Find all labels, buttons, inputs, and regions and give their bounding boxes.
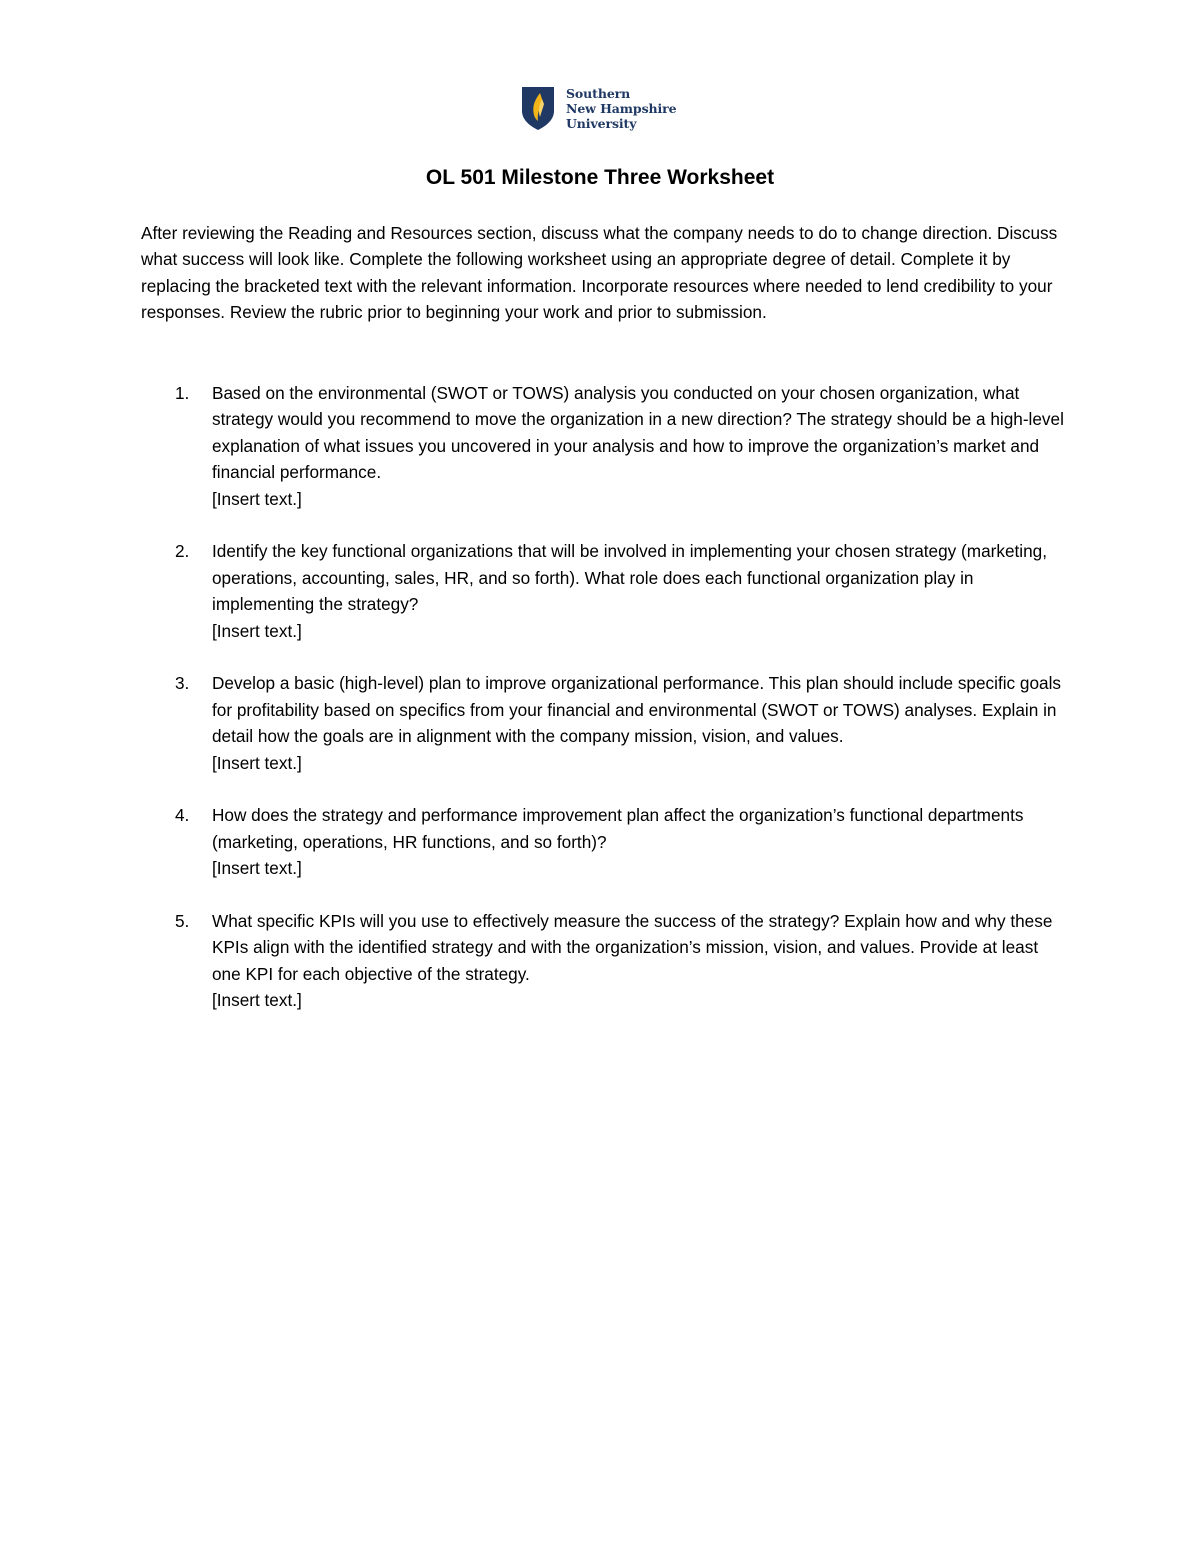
question-number: 4. <box>175 805 190 826</box>
shield-flame-icon <box>520 85 556 131</box>
question-number: 5. <box>175 911 190 932</box>
question-item-2 <box>141 538 1071 644</box>
logo-line-2: New Hampshire <box>566 100 677 116</box>
document-title: OL 501 Milestone Three Worksheet <box>425 166 775 189</box>
logo-line-1: Southern <box>566 85 631 101</box>
intro-paragraph: After reviewing the Reading and Resources section, discuss what the company needs to do to change direction. Discuss what success will look like. Complete the following worksheet using an appropriate degree of detail. Complete it by replacing the bracketed text with the relevant information. Incorporate resources where needed to lend credibility to your responses. Review the rubric prior to beginning your work and prior to submission. <box>141 223 1058 323</box>
question-prompt: Develop a basic (high-level) plan to improve organizational performance. This plan should include specific goals for profitability based on specifics from your financial and environmental (SWOT or TOWS) analyses. Explain in detail how the goals are in alignment with the company mission, vision, and values. <box>212 673 1062 747</box>
university-logo <box>520 84 690 132</box>
answer-placeholder[interactable]: [Insert text.] <box>212 752 302 773</box>
question-number: 2. <box>175 541 190 562</box>
question-number: 1. <box>175 383 190 403</box>
question-item-3 <box>141 670 1071 776</box>
question-list <box>141 380 1071 1014</box>
question-prompt: Identify the key functional organizations that will be involved in implementing your chosen strategy (marketing, operations, accounting, sales, HR, and so forth). What role does each functional organization play in implementing the strategy? <box>212 541 1047 615</box>
question-prompt: Based on the environmental (SWOT or TOWS) analysis you conducted on your chosen organization, what strategy would you recommend to move the organization in a new direction? The strategy should be a high-level explanation of what issues you uncovered in your analysis and how to improve the organization’s market and financial performance. <box>212 383 1064 483</box>
answer-placeholder[interactable]: [Insert text.] <box>212 488 302 509</box>
question-item-5 <box>141 908 1071 1014</box>
answer-placeholder[interactable]: [Insert text.] <box>212 858 302 879</box>
logo-line-3: University <box>566 115 637 131</box>
answer-placeholder[interactable]: [Insert text.] <box>212 990 302 1011</box>
answer-placeholder[interactable]: [Insert text.] <box>212 620 302 641</box>
question-prompt: What specific KPIs will you use to effectively measure the success of the strategy? Explain how and why these KPIs align with the identified strategy and with the organization’s mission, vision, and values. Provide at least one KPI for each objective of the strategy. <box>212 911 1053 984</box>
question-item-1 <box>141 380 1071 512</box>
question-number: 3. <box>175 673 190 694</box>
question-item-4 <box>141 802 1071 881</box>
logo-wordmark <box>566 86 676 131</box>
question-prompt: How does the strategy and performance improvement plan affect the organization’s functional departments (marketing, operations, HR functions, and so forth)? <box>212 805 1024 852</box>
